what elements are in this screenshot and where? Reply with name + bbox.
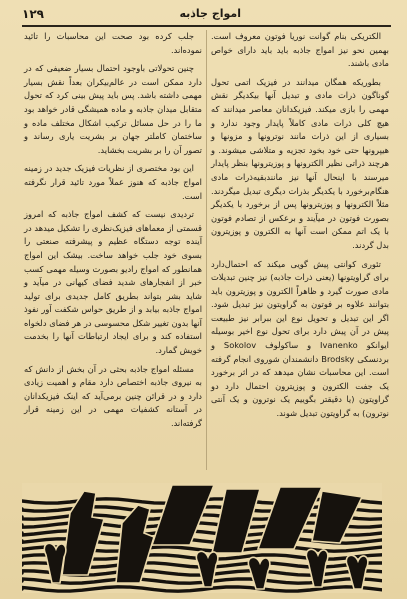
running-title: امواج جاذبه [179, 7, 241, 20]
woodcut-illustration [22, 483, 382, 593]
paragraph: چنین تحولاتی باوجود احتمال بسیار ضعیفی که در دارد ممکن است در عالم‌بیکران بعداً نقش بسیار مهمی داشته باشد. پس باید پیش بینی کرد که تحول متقابل میدان جاذبه و ماده همیشگی قادر خواهد بود ما را در حل مسائل ترکیب اشکال مختلف ماده و ساختمان کاملتر جهان بر بشریت یاری رساند و تصور آن را بر بشریت بخشاید. [24, 63, 202, 155]
left-text-column [24, 30, 202, 429]
paragraph: تردیدی نیست که کشف امواج جاذبه که امروز قسمتی از معماهای فیزیک‌نظری را تشکیل میدهد در آینده توجه دستگاه عظیم و پیشرفته صنعتی را بسوی خود جلب خواهد ساخت. بیشک این امواج همانطور که امواج رادیو بصورت وسیله مهمی کسب خبر از انفجارهای شدید فضای کیهانی در میآید و شاید بشر بتواند بطریق کامل جدیدی برای تولید امواج جاذبه بیابد و از طریق حواس شکفت آور نفوذ آنها بدون تغییر شکل محسوسی در هر فضای دلخواه استفاده کند و برای ایجاد ارتباطات آنها را بخدمت خویش گمارد. [24, 209, 202, 356]
paragraph: الکتریکی بنام گوانت نوریا فوتون معروف است. بهمین نحو نیز امواج جاذبه باید باید دارای خواص مادی باشند. [211, 31, 389, 69]
paragraph: تئوری کوانتی پیش گویی میکند که احتمال‌دارد برای گراویتونها (یعنی ذرات جاذبه) نیز چنین تبدیلات مادی صورت گیرد و ظاهراً الکترون و پوزیترون باید بتوانند علاوه بر فوتون به گراویتون نیز تبدیل شود. اگر این تبدیل و تحویل نوع این ببرابر نیز طبیعت پیش در آن پیش دارد برای تحول نوع اخیر بوسیله ایوانکو Ivanenko و ساکولوف Sokolov و بردنسکی Brodsky دانشمندان شوروی انجام گرفته است. این محاسبات نشان میدهد که در اثر برخورد یک جفت الکترون و پوزیترون احتمال دارد دو گراویتون (یا دقیقتر بگوییم یک نوترون و یک آنتی نوترون) به گراویتون تبدیل شوند. [211, 258, 389, 419]
paragraph: جلب کرده بود صحت این محاسبات را تائید نموده‌اند. [24, 31, 202, 55]
page-header [22, 7, 391, 27]
right-text-column [211, 30, 389, 470]
paragraph: بطوریکه همگان میدانند در فیزیک اتمی تحول گوناگون ذرات مادی و تبدیل آنها بیکدیگر نقش مهمی را بازی میکند. فیزیکدانان معاصر میدانند که هیچ کلی ذرات مادی کاملاً پایدار وجود ندارد و بسیاری از این ذرات مانند نوترونها و مزونها و هیپرونها حتی خود بخود تجزیه و متلاشی میشوند. و هرچند ذراتی نظیر الکترونها و پوزیترونها بنظر پایدار میرسند با اینحال آنها نیز مانندبقیه‌ذرات مادی هنگام‌برخورد با یکدیگر بذرات دیگری تبدیل میگردند. مثلاً الکترونها و پوزیترونها پس از برخورد با یکدیگر بصورت فوتون در میآیند و برعکس از تصادم فوتون با یک اتم ممکن است آنها به الکترون و پوزیترون بدل گردند. [211, 76, 389, 250]
page-number: ۱۲۹ [22, 7, 44, 21]
paragraph: مسئله امواج جاذبه بحثی در آن بخش از دانش که به نیروی جاذبه اختصاص دارد مقام و اهمیت زیادی دارد و در قرائن چنین برمی‌آید که اینک فیزیکدانان در آستانه کشفیات مهمی در این زمینه قرار گرفته‌اند. [24, 363, 202, 429]
column-gutter [206, 30, 207, 470]
paragraph: این بود مختصری از نظریات فیزیک جدید در زمینه امواج جاذبه که هنوز عملاً مورد تائید قرار نگرفته است. [24, 163, 202, 201]
